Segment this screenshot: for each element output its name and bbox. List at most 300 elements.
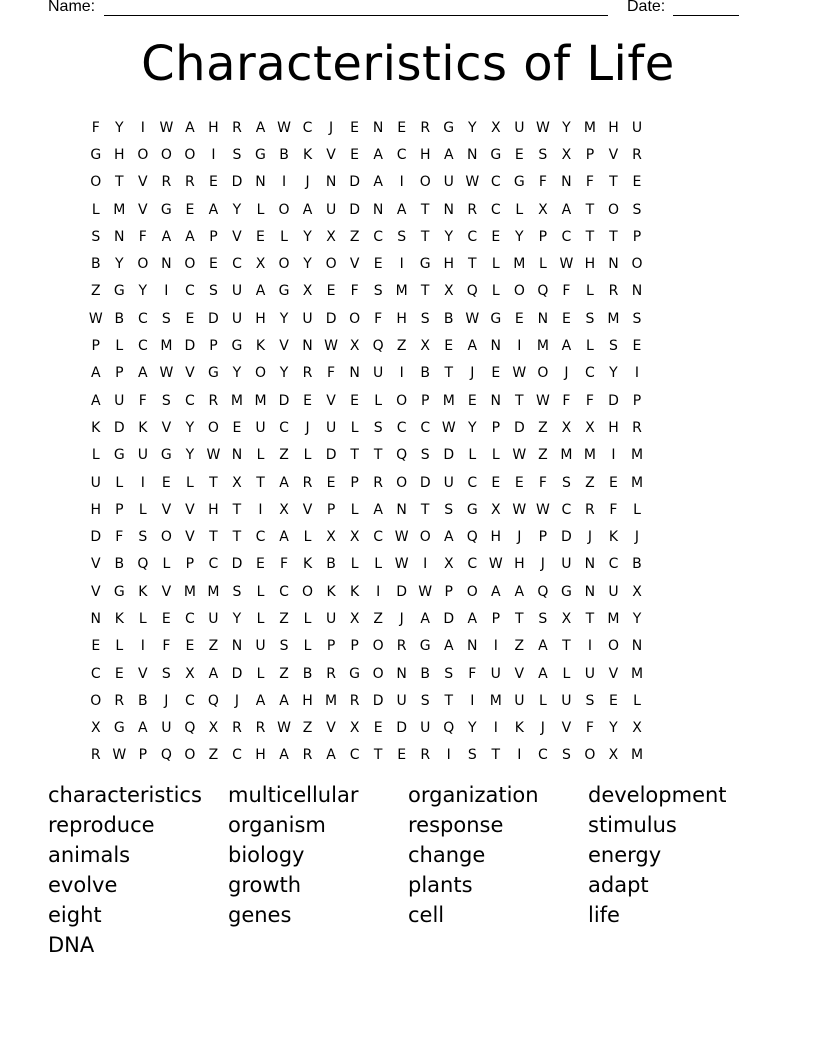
grid-letter: J (517, 529, 522, 546)
grid-letter: K (138, 419, 148, 436)
grid-letter: L (185, 474, 194, 491)
grid-row (84, 223, 649, 250)
grid-letter: U (137, 447, 148, 464)
grid-letter: W (159, 365, 174, 382)
grid-letter: R (467, 201, 478, 218)
grid-letter: N (537, 310, 549, 327)
grid-letter: F (138, 392, 147, 409)
grid-letter: D (349, 201, 360, 218)
grid-letter: W (159, 119, 174, 136)
grid-letter: R (161, 174, 172, 191)
grid-letter: L (374, 556, 383, 573)
word-list-item: response (408, 813, 504, 837)
grid-letter: X (632, 583, 642, 600)
grid-letter: A (279, 747, 289, 764)
grid-letter: S (373, 283, 383, 300)
grid-letter: N (372, 119, 384, 136)
grid-letter: C (90, 665, 101, 682)
grid-letter: I (399, 256, 404, 273)
grid-letter: F (609, 501, 618, 518)
grid-letter: A (255, 119, 266, 136)
grid-letter: E (609, 692, 618, 709)
grid-letter: R (396, 638, 407, 655)
grid-letter: W (512, 365, 527, 382)
grid-letter: P (326, 638, 336, 655)
word-list-item: life (588, 903, 620, 927)
grid-letter: V (90, 583, 101, 600)
grid-letter: M (583, 119, 596, 136)
grid-letter: O (349, 310, 361, 327)
grid-letter: T (256, 474, 265, 491)
grid-letter: L (350, 556, 359, 573)
grid-letter: I (140, 119, 145, 136)
grid-letter: G (113, 283, 125, 300)
grid-letter: E (491, 228, 501, 245)
grid-letter: P (632, 392, 642, 409)
grid-letter: F (562, 283, 571, 300)
grid-letter: M (489, 692, 502, 709)
grid-letter: Z (279, 610, 289, 627)
grid-letter: U (443, 174, 454, 191)
grid-row (84, 523, 649, 550)
grid-letter: Z (538, 419, 548, 436)
grid-letter: E (632, 338, 642, 355)
grid-letter: J (587, 529, 592, 546)
grid-letter: C (232, 256, 242, 273)
grid-letter: L (138, 610, 147, 627)
grid-letter: L (586, 338, 594, 355)
grid-letter: S (91, 228, 101, 245)
grid-letter: S (609, 338, 618, 355)
grid-letter: A (255, 283, 266, 300)
grid-letter: M (536, 338, 549, 355)
grid-letter: C (349, 747, 360, 764)
grid-letter: S (397, 228, 407, 245)
grid-letter: Y (279, 365, 289, 382)
grid-letter: V (326, 146, 336, 163)
grid-letter: Q (207, 692, 219, 709)
grid-letter: N (584, 556, 596, 573)
grid-letter: T (585, 228, 595, 245)
grid-letter: F (138, 228, 147, 245)
grid-letter: E (256, 228, 265, 245)
grid-letter: A (208, 665, 219, 682)
grid-letter: J (470, 365, 475, 382)
grid-letter: U (443, 474, 454, 491)
word-list-item: eight (48, 903, 102, 927)
grid-letter: O (466, 583, 478, 600)
grid-letter: I (611, 447, 616, 464)
grid-letter: W (512, 501, 527, 518)
grid-letter: M (630, 474, 644, 491)
grid-letter: G (513, 174, 525, 191)
grid-letter: C (373, 529, 384, 546)
grid-letter: N (396, 501, 407, 518)
grid-letter: T (609, 174, 618, 191)
grid-letter: Z (279, 665, 289, 682)
grid-letter: H (443, 256, 454, 273)
header (0, 0, 816, 22)
grid-letter: F (327, 365, 336, 382)
grid-letter: X (279, 501, 289, 518)
grid-letter: G (490, 310, 502, 327)
grid-letter: C (373, 228, 384, 245)
grid-letter: Q (160, 747, 172, 764)
grid-letter: R (208, 392, 219, 409)
grid-letter: E (491, 474, 501, 491)
grid-letter: I (140, 474, 145, 491)
grid-letter: X (585, 419, 595, 436)
grid-letter: X (232, 474, 242, 491)
grid-letter: J (305, 174, 310, 191)
grid-letter: I (493, 638, 498, 655)
grid-letter: R (302, 747, 313, 764)
grid-letter: H (208, 119, 219, 136)
grid-letter: R (232, 119, 242, 136)
grid-letter: X (491, 119, 501, 136)
grid-letter: Q (537, 283, 549, 300)
grid-letter: Q (372, 338, 384, 355)
grid-row (84, 578, 649, 605)
grid-row (84, 305, 649, 332)
grid-letter: O (372, 665, 384, 682)
grid-letter: T (491, 747, 501, 764)
grid-letter: O (278, 201, 290, 218)
word-list-item: characteristics (48, 783, 202, 807)
grid-letter: L (115, 638, 124, 655)
grid-letter: G (349, 665, 361, 682)
grid-letter: D (184, 338, 196, 355)
grid-letter: Y (632, 610, 642, 627)
grid-letter: Y (232, 365, 242, 382)
grid-letter: I (399, 174, 404, 191)
grid-letter: O (137, 146, 149, 163)
grid-letter: A (185, 119, 195, 136)
grid-letter: S (538, 610, 548, 627)
grid-letter: L (256, 665, 265, 682)
grid-row (84, 496, 649, 523)
grid-letter: E (91, 638, 101, 655)
grid-letter: E (467, 392, 477, 409)
grid-letter: G (113, 720, 125, 737)
grid-letter: V (90, 556, 101, 573)
grid-letter: U (325, 201, 337, 218)
grid-letter: H (396, 310, 407, 327)
grid-letter: H (255, 747, 266, 764)
grid-letter: L (256, 583, 265, 600)
grid-letter: R (349, 692, 360, 709)
grid-row (84, 169, 649, 196)
grid-letter: S (420, 447, 430, 464)
grid-letter: L (562, 665, 571, 682)
word-list-item: multicellular (228, 783, 359, 807)
grid-letter: O (184, 256, 196, 273)
grid-letter: Y (138, 283, 148, 300)
grid-letter: C (185, 283, 195, 300)
grid-letter: S (373, 419, 383, 436)
grid-letter: D (372, 692, 384, 709)
grid-letter: D (90, 529, 102, 546)
grid-letter: T (585, 610, 595, 627)
grid-letter: A (561, 201, 572, 218)
grid-letter: M (630, 747, 644, 764)
grid-row (84, 633, 649, 660)
grid-letter: Y (303, 228, 312, 245)
grid-letter: I (399, 365, 404, 382)
grid-letter: E (208, 174, 218, 191)
grid-letter: C (561, 228, 572, 245)
grid-letter: D (325, 447, 337, 464)
grid-letter: R (302, 474, 313, 491)
grid-letter: C (137, 338, 148, 355)
grid-letter: F (468, 665, 477, 682)
grid-letter: B (138, 692, 148, 709)
grid-letter: D (419, 474, 431, 491)
grid-letter: U (255, 419, 266, 436)
grid-letter: O (607, 638, 619, 655)
grid-letter: Y (232, 610, 242, 627)
grid-letter: W (535, 119, 550, 136)
grid-letter: C (185, 610, 195, 627)
grid-letter: O (372, 638, 384, 655)
grid-letter: Y (467, 720, 477, 737)
grid-letter: C (232, 747, 242, 764)
grid-letter: B (632, 556, 642, 573)
grid-letter: K (255, 338, 266, 355)
grid-letter: Z (349, 228, 360, 245)
grid-letter: D (278, 392, 290, 409)
grid-letter: R (373, 474, 383, 491)
grid-letter: S (420, 692, 430, 709)
grid-letter: X (443, 556, 454, 573)
grid-letter: S (138, 529, 148, 546)
grid-letter: M (560, 447, 573, 464)
grid-letter: I (470, 692, 475, 709)
grid-letter: I (281, 174, 287, 191)
grid-letter: X (420, 338, 430, 355)
grid-letter: L (256, 610, 265, 627)
grid-letter: E (561, 310, 571, 327)
grid-letter: H (302, 692, 313, 709)
grid-letter: D (231, 556, 243, 573)
grid-letter: Y (444, 228, 454, 245)
grid-letter: N (255, 174, 266, 191)
grid-letter: X (349, 529, 360, 546)
grid-letter: D (443, 610, 455, 627)
grid-letter: U (561, 556, 572, 573)
grid-letter: B (443, 310, 454, 327)
grid-letter: D (513, 419, 525, 436)
name-label: Name: (48, 0, 96, 15)
grid-letter: U (514, 119, 525, 136)
grid-letter: F (585, 720, 594, 737)
grid-letter: L (491, 447, 500, 464)
grid-letter: E (350, 146, 360, 163)
grid-letter: E (185, 201, 195, 218)
grid-letter: Y (279, 310, 289, 327)
grid-letter: E (326, 283, 336, 300)
grid-letter: P (491, 419, 501, 436)
grid-letter: V (185, 529, 195, 546)
grid-letter: A (373, 146, 383, 163)
word-list (48, 780, 768, 960)
grid-letter: U (208, 610, 219, 627)
grid-letter: U (231, 310, 243, 327)
grid-letter: U (373, 365, 384, 382)
grid-letter: L (115, 338, 124, 355)
grid-letter: X (561, 146, 572, 163)
grid-letter: Q (396, 447, 408, 464)
grid-letter: A (279, 474, 289, 491)
grid-letter: G (160, 201, 172, 218)
grid-letter: L (138, 501, 147, 518)
grid-letter: E (514, 474, 524, 491)
grid-letter: A (326, 747, 336, 764)
grid-letter: Q (443, 720, 455, 737)
grid-letter: V (138, 665, 148, 682)
grid-letter: E (491, 365, 501, 382)
grid-letter: W (535, 501, 550, 518)
grid-letter: E (185, 638, 195, 655)
grid-letter: N (631, 638, 643, 655)
grid-letter: A (420, 610, 430, 627)
grid-letter: R (90, 747, 101, 764)
grid-letter: T (232, 501, 242, 518)
word-list-item: cell (408, 903, 445, 927)
grid-letter: J (540, 720, 545, 737)
grid-letter: G (490, 146, 502, 163)
grid-letter: F (585, 174, 594, 191)
grid-letter: G (560, 583, 572, 600)
grid-letter: I (376, 583, 381, 600)
grid-letter: G (443, 119, 455, 136)
grid-letter: E (444, 338, 454, 355)
grid-letter: V (161, 501, 172, 518)
grid-letter: M (395, 283, 408, 300)
grid-letter: V (561, 720, 572, 737)
grid-letter: J (399, 610, 404, 627)
grid-letter: W (418, 583, 433, 600)
grid-letter: I (517, 747, 522, 764)
grid-letter: C (490, 201, 501, 218)
grid-letter: N (161, 256, 172, 273)
grid-letter: N (608, 256, 619, 273)
grid-letter: W (277, 720, 291, 737)
grid-letter: U (420, 720, 431, 737)
grid-letter: Y (115, 119, 124, 136)
grid-letter: R (114, 692, 125, 709)
grid-letter: F (162, 638, 171, 655)
grid-letter: B (279, 146, 289, 163)
grid-letter: R (608, 283, 619, 300)
grid-letter: N (467, 146, 478, 163)
word-list-item: animals (48, 843, 131, 867)
grid-letter: E (161, 610, 171, 627)
grid-letter: V (161, 419, 172, 436)
grid-letter: O (254, 365, 266, 382)
grid-letter: P (491, 610, 501, 627)
grid-letter: P (326, 501, 336, 518)
grid-letter: K (138, 583, 148, 600)
grid-letter: S (232, 146, 242, 163)
grid-letter: F (562, 392, 571, 409)
grid-letter: Z (302, 720, 313, 737)
grid-letter: L (350, 501, 359, 518)
grid-letter: Y (609, 365, 618, 382)
grid-letter: M (254, 392, 267, 409)
grid-letter: V (161, 583, 172, 600)
grid-letter: P (209, 338, 218, 355)
grid-letter: E (514, 310, 524, 327)
grid-letter: A (538, 665, 548, 682)
grid-letter: W (465, 310, 480, 327)
grid-letter: B (114, 310, 125, 327)
grid-letter: O (90, 174, 102, 191)
grid-letter: T (562, 638, 571, 655)
word-list-item: growth (228, 873, 302, 897)
grid-letter: C (467, 474, 478, 491)
grid-letter: K (350, 583, 360, 600)
grid-letter: O (396, 392, 408, 409)
grid-letter: O (207, 419, 219, 436)
grid-letter: L (91, 201, 100, 218)
grid-letter: A (443, 529, 454, 546)
grid-letter: G (113, 447, 125, 464)
grid-letter: H (114, 146, 125, 163)
grid-letter: L (303, 447, 312, 464)
grid-letter: Z (373, 610, 383, 627)
grid-letter: X (302, 283, 313, 300)
grid-letter: L (350, 419, 359, 436)
grid-letter: N (231, 638, 243, 655)
grid-letter: I (517, 338, 522, 355)
grid-letter: C (490, 174, 501, 191)
grid-letter: M (630, 447, 644, 464)
grid-letter: E (326, 474, 336, 491)
grid-letter: Z (514, 638, 525, 655)
grid-letter: M (513, 256, 526, 273)
grid-letter: E (208, 256, 218, 273)
grid-letter: C (561, 501, 572, 518)
grid-letter: T (209, 474, 218, 491)
grid-letter: O (137, 256, 149, 273)
grid-letter: A (90, 365, 101, 382)
grid-letter: C (467, 556, 478, 573)
grid-letter: O (419, 174, 431, 191)
grid-letter: A (138, 720, 148, 737)
grid-row (84, 141, 649, 168)
grid-letter: Z (585, 474, 595, 491)
grid-letter: C (396, 419, 407, 436)
grid-letter: N (90, 610, 101, 627)
grid-letter: Q (537, 583, 549, 600)
grid-letter: O (184, 146, 196, 163)
grid-letter: N (231, 447, 243, 464)
grid-letter: K (326, 583, 336, 600)
grid-letter: M (160, 338, 173, 355)
grid-letter: U (255, 638, 266, 655)
grid-letter: U (302, 310, 313, 327)
grid-letter: D (208, 310, 219, 327)
grid-letter: T (373, 747, 383, 764)
grid-letter: S (444, 501, 454, 518)
grid-letter: V (326, 720, 336, 737)
grid-letter: F (374, 310, 383, 327)
grid-letter: M (325, 692, 338, 709)
grid-letter: P (444, 583, 453, 600)
grid-letter: S (538, 146, 548, 163)
grid-letter: U (608, 583, 619, 600)
